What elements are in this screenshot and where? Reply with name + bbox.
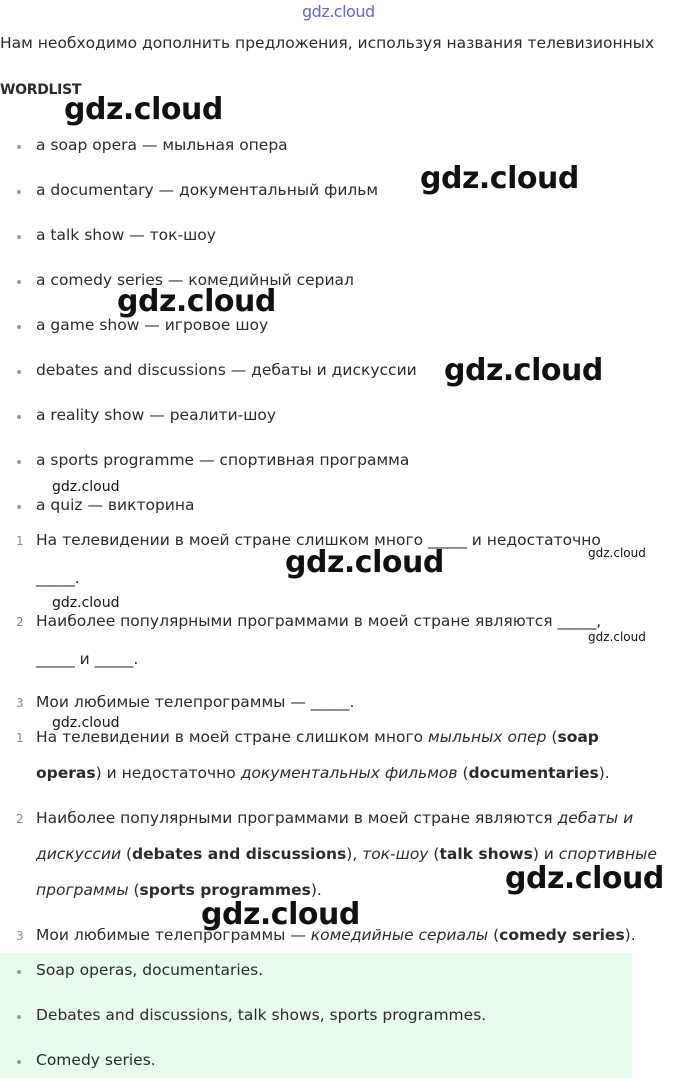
bullet-icon [17,145,21,149]
bullet-icon [17,325,21,329]
wordlist-heading: WORDLIST [0,82,82,98]
watermark: gdz.cloud [285,545,444,580]
watermark: gdz.cloud [588,630,646,644]
bullet-icon [17,370,21,374]
answer-text: дискуссии (debates and discussions), ток-шоу (talk shows) и спортивные [36,845,657,863]
list-item-text: a talk show — ток-шоу [36,226,216,244]
task-text: На телевидении в моей стране слишком много _____ и недостаточно [36,531,601,549]
watermark: gdz.cloud [588,546,646,560]
answer-text: Мои любимые телепрограммы — комедийные сериалы (comedy series). [36,926,636,944]
bullet-icon [17,1015,21,1019]
task-number: 2 [16,615,24,629]
bullet-icon [17,235,21,239]
task-number: 1 [16,534,24,548]
answer-text: Наиболее популярными программами в моей стране являются дебаты и [36,809,634,827]
watermark: gdz.cloud [52,479,120,495]
task-text: Наиболее популярными программами в моей стране являются _____, [36,612,602,630]
site-link[interactable]: gdz.cloud [302,2,375,21]
watermark: gdz.cloud [505,861,664,896]
bullet-icon [17,460,21,464]
watermark: gdz.cloud [52,715,120,731]
list-item-text: a sports programme — спортивная программа [36,451,410,469]
watermark: gdz.cloud [201,897,360,932]
answer-text: На телевидении в моей стране слишком много мыльных опер (soap [36,728,599,746]
watermark: gdz.cloud [52,595,120,611]
list-item-text: a reality show — реалити-шоу [36,406,277,424]
list-item-text: Soap operas, documentaries. [36,961,264,979]
list-item-text: a quiz — викторина [36,496,195,514]
task-text: _____ и _____. [36,650,139,668]
bullet-icon [17,280,21,284]
task-text: Мои любимые телепрограммы — _____. [36,693,355,711]
list-item-text: a comedy series — комедийный сериал [36,271,354,289]
list-item-text: a game show — игровое шоу [36,316,269,334]
watermark: gdz.cloud [420,161,579,196]
list-item-text: a documentary — документальный фильм [36,181,379,199]
list-item-text: Debates and discussions, talk shows, sports programmes. [36,1006,487,1024]
bullet-icon [17,970,21,974]
answer-number: 1 [16,731,24,745]
bullet-icon [17,505,21,509]
watermark: gdz.cloud [64,92,223,127]
answer-text: operas) и недостаточно документальных фильмов (documentaries). [36,764,610,782]
list-item-text: a soap opera — мыльная опера [36,136,288,154]
answer-text: программы (sports programmes). [36,881,322,899]
intro-text: Нам необходимо дополнить предложения, используя названия телевизионных [0,34,655,52]
list-item-text: debates and discussions — дебаты и дискуссии [36,361,417,379]
bullet-icon [17,190,21,194]
bullet-icon [17,1060,21,1064]
bullet-icon [17,415,21,419]
watermark: gdz.cloud [444,353,603,388]
watermark: gdz.cloud [117,284,276,319]
answer-number: 3 [16,929,24,943]
answer-number: 2 [16,812,24,826]
list-item-text: Comedy series. [36,1051,156,1069]
task-text: _____. [36,569,80,587]
task-number: 3 [16,696,24,710]
